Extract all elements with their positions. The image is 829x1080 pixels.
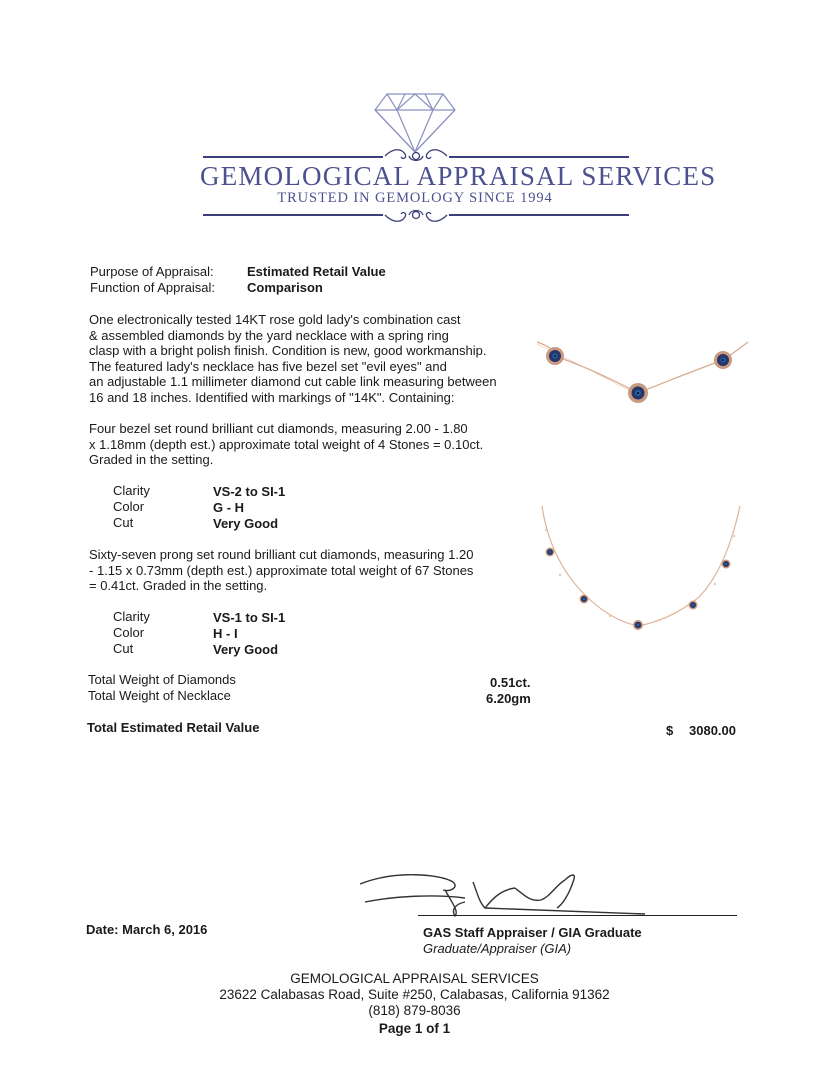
evil-eye-charm bbox=[714, 351, 732, 369]
cut-label: Cut bbox=[113, 641, 134, 656]
description-line: & assembled diamonds by the yard necklace with a spring ring bbox=[89, 327, 449, 343]
necklace-closeup-photo bbox=[535, 330, 750, 430]
footer-company: GEMOLOGICAL APPRAISAL SERVICES bbox=[290, 971, 539, 986]
total-diamonds-value: 0.51ct. bbox=[490, 675, 531, 690]
total-retail-value: 3080.00 bbox=[689, 723, 736, 738]
cut-value: Very Good bbox=[213, 516, 279, 531]
flourish-bottom-ornament bbox=[383, 206, 449, 226]
function-label: Function of Appraisal: bbox=[90, 280, 216, 295]
company-tagline: TRUSTED IN GEMOLOGY SINCE 1994 bbox=[277, 190, 553, 206]
page-number: Page 1 of 1 bbox=[378, 1021, 451, 1036]
description-line: 16 and 18 inches. Identified with markings of "14K". Containing: bbox=[89, 389, 455, 405]
evil-eye-charm bbox=[580, 595, 589, 604]
description-line: clasp with a bright polish finish. Condition is new, good workmanship. bbox=[89, 343, 487, 358]
clarity-label: Clarity bbox=[113, 609, 150, 624]
total-necklace-label: Total Weight of Necklace bbox=[88, 688, 231, 703]
stone-group-2-description bbox=[89, 547, 473, 594]
stone-group-2-line: Sixty-seven prong set round brilliant cut diamonds, measuring 1.20 bbox=[89, 547, 474, 562]
stone-group-2-line: = 0.41ct. Graded in the setting. bbox=[89, 578, 268, 593]
total-necklace-value: 6.20gm bbox=[486, 691, 531, 706]
footer-address: 23622 Calabasas Road, Suite #250, Calabasas, California 91362 bbox=[219, 987, 610, 1002]
header-bottom-rule-right bbox=[449, 214, 629, 216]
stone-group-1-line: x 1.18mm (depth est.) approximate total weight of 4 Stones = 0.10ct. bbox=[89, 436, 484, 452]
purpose-value: Estimated Retail Value bbox=[247, 264, 386, 279]
clarity-value: VS-1 to SI-1 bbox=[213, 610, 286, 625]
color-label: Color bbox=[113, 499, 145, 514]
item-description bbox=[89, 312, 497, 405]
color-value: H - I bbox=[213, 626, 238, 641]
stone-group-1-description bbox=[89, 421, 483, 468]
evil-eye-charm bbox=[633, 620, 643, 630]
appraiser-title: GAS Staff Appraiser / GIA Graduate bbox=[423, 925, 642, 940]
evil-eye-charm bbox=[546, 347, 564, 365]
appraisal-date: Date: March 6, 2016 bbox=[86, 922, 208, 937]
evil-eye-charm bbox=[546, 548, 555, 557]
header-bottom-rule-left bbox=[203, 214, 383, 216]
necklace-full-photo bbox=[530, 500, 750, 640]
header-top-rule-right bbox=[449, 156, 629, 158]
stone-group-2-line: - 1.15 x 0.73mm (depth est.) approximate total weight of 67 Stones bbox=[89, 562, 474, 578]
color-value: G - H bbox=[213, 500, 245, 515]
purpose-label: Purpose of Appraisal: bbox=[90, 264, 214, 279]
evil-eye-charm bbox=[628, 383, 648, 403]
evil-eye-charm bbox=[689, 601, 698, 610]
currency-symbol: $ bbox=[666, 723, 674, 738]
description-line: The featured lady's necklace has five bezel set "evil eyes" and bbox=[89, 358, 447, 374]
function-value: Comparison bbox=[247, 280, 323, 295]
appraiser-signature bbox=[355, 868, 655, 922]
total-retail-label: Total Estimated Retail Value bbox=[87, 720, 260, 735]
signature-line bbox=[418, 915, 737, 916]
cut-value: Very Good bbox=[213, 642, 279, 657]
color-label: Color bbox=[113, 625, 145, 640]
footer-phone: (818) 879-8036 bbox=[368, 1003, 461, 1018]
stone-group-1-line: Graded in the setting. bbox=[89, 452, 214, 467]
clarity-value: VS-2 to SI-1 bbox=[213, 484, 286, 499]
diamond-icon bbox=[373, 92, 457, 154]
description-line: One electronically tested 14KT rose gold lady's combination cast bbox=[89, 312, 461, 327]
total-diamonds-label: Total Weight of Diamonds bbox=[88, 672, 236, 687]
header-top-rule-left bbox=[203, 156, 383, 158]
evil-eye-charm bbox=[722, 560, 731, 569]
clarity-label: Clarity bbox=[113, 483, 150, 498]
stone-group-1-line: Four bezel set round brilliant cut diamonds, measuring 2.00 - 1.80 bbox=[89, 421, 468, 436]
appraiser-subtitle: Graduate/Appraiser (GIA) bbox=[423, 941, 572, 956]
cut-label: Cut bbox=[113, 515, 134, 530]
company-name: GEMOLOGICAL APPRAISAL SERVICES bbox=[200, 161, 717, 191]
description-line: an adjustable 1.1 millimeter diamond cut cable link measuring between bbox=[89, 374, 497, 389]
